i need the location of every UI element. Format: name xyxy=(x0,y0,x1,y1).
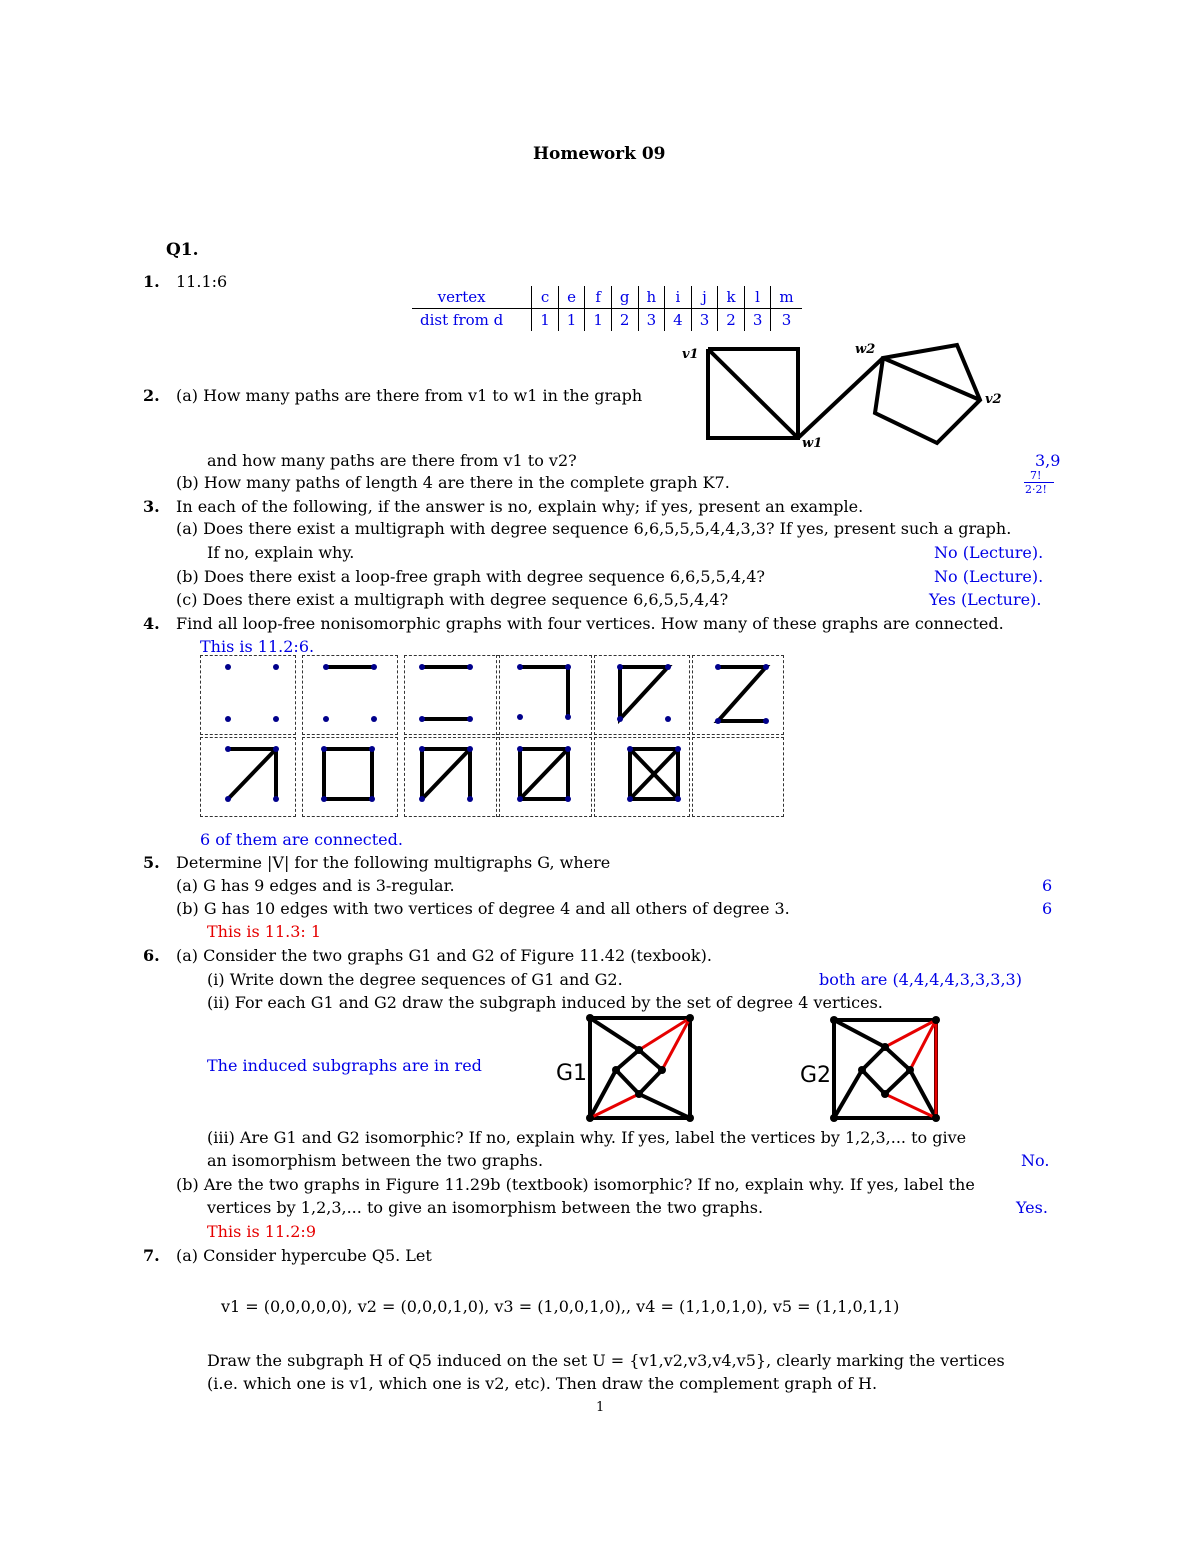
q2-number: 2. xyxy=(143,386,160,405)
q5-text: Determine |V| for the following multigraphs G, where xyxy=(176,853,611,872)
q7-vectors: v1 = (0,0,0,0,0), v2 = (0,0,0,1,0), v3 = (1,0,0,1,0),, v4 = (1,1,0,1,0), v5 = (1,1,0,1,1) xyxy=(221,1297,900,1316)
q4-text: Find all loop-free nonisomorphic graphs with four vertices. How many of these graphs are connected. xyxy=(176,614,1004,633)
section-heading: Q1. xyxy=(166,240,199,260)
q6-iii-answer: No. xyxy=(1021,1151,1050,1170)
q3-a-line2: If no, explain why. xyxy=(207,543,355,562)
q6-induced: The induced subgraphs are in red xyxy=(207,1056,482,1075)
q6-b-answer: Yes. xyxy=(1016,1198,1048,1217)
q2-a-line1: (a) How many paths are there from v1 to w1 in the graph xyxy=(176,386,643,405)
table-value: 3 xyxy=(744,309,771,332)
q2-a-line2: and how many paths are there from v1 to v2? xyxy=(207,451,577,470)
table-value: 4 xyxy=(665,309,692,332)
table-header: g xyxy=(611,286,638,309)
q7-number: 7. xyxy=(143,1246,160,1265)
table-header: h xyxy=(638,286,665,309)
distance-table xyxy=(412,286,802,331)
q3-a-line1: (a) Does there exist a multigraph with degree sequence 6,6,5,5,5,4,4,3,3? If yes, present such a graph. xyxy=(176,519,1012,538)
table-header: k xyxy=(718,286,745,309)
table-row1-label: vertex xyxy=(412,286,532,309)
page-title: Homework 09 xyxy=(533,144,666,164)
q5-a-answer: 6 xyxy=(1042,876,1053,895)
q6-ii: (ii) For each G1 and G2 draw the subgraph induced by the set of degree 4 vertices. xyxy=(207,993,883,1012)
q2-b-answer-num: 7! xyxy=(1030,469,1042,482)
q5-b: (b) G has 10 edges with two vertices of degree 4 and all others of degree 3. xyxy=(176,899,790,918)
table-value: 3 xyxy=(771,309,802,332)
table-value: 1 xyxy=(532,309,559,332)
label-g2: G2 xyxy=(800,1063,832,1088)
table-header: m xyxy=(771,286,802,309)
table-value: 1 xyxy=(558,309,585,332)
q5-ref: This is 11.3: 1 xyxy=(207,922,322,941)
q3-c: (c) Does there exist a multigraph with degree sequence 6,6,5,5,4,4? xyxy=(176,590,729,609)
q6-iii-line1: (iii) Are G1 and G2 isomorphic? If no, explain why. If yes, label the vertices by 1,2,3,... to give xyxy=(207,1128,967,1147)
q6-b-line1: (b) Are the two graphs in Figure 11.29b (textbook) isomorphic? If no, explain why. If yes, label the xyxy=(176,1175,975,1194)
table-header: e xyxy=(558,286,585,309)
q4-answer: 6 of them are connected. xyxy=(200,830,403,849)
table-value: 2 xyxy=(718,309,745,332)
figure-g1-g2 xyxy=(550,1012,950,1122)
q6-iii-line2: an isomorphism between the two graphs. xyxy=(207,1151,544,1170)
q6-i-answer: both are (4,4,4,4,3,3,3,3) xyxy=(819,970,1022,989)
label-w2: w2 xyxy=(855,342,876,357)
q2-graph xyxy=(670,335,1030,455)
q5-b-answer: 6 xyxy=(1042,899,1053,918)
page-number: 1 xyxy=(596,1400,605,1415)
q3-c-answer: Yes (Lecture). xyxy=(929,590,1042,609)
q3-b: (b) Does there exist a loop-free graph with degree sequence 6,6,5,5,4,4? xyxy=(176,567,765,586)
label-g1: G1 xyxy=(556,1061,588,1086)
q3-b-answer: No (Lecture). xyxy=(934,567,1044,586)
label-v2: v2 xyxy=(985,392,1002,407)
table-value: 2 xyxy=(611,309,638,332)
q3-number: 3. xyxy=(143,497,160,516)
table-value: 3 xyxy=(691,309,718,332)
table-value: 1 xyxy=(585,309,612,332)
q7-draw-line2: (i.e. which one is v1, which one is v2, etc). Then draw the complement graph of H. xyxy=(207,1374,878,1393)
table-header: f xyxy=(585,286,612,309)
table-header: i xyxy=(665,286,692,309)
q7-draw-line1: Draw the subgraph H of Q5 induced on the set U = {v1,v2,v3,v4,v5}, clearly marking the vertices xyxy=(207,1351,1005,1370)
q7-a: (a) Consider hypercube Q5. Let xyxy=(176,1246,432,1265)
q5-a: (a) G has 9 edges and is 3-regular. xyxy=(176,876,455,895)
q2-a-answer: 3,9 xyxy=(1035,451,1061,470)
q2-b: (b) How many paths of length 4 are there in the complete graph K7. xyxy=(176,473,730,492)
q5-number: 5. xyxy=(143,853,160,872)
q6-a: (a) Consider the two graphs G1 and G2 of Figure 11.42 (texbook). xyxy=(176,946,712,965)
graph-grid xyxy=(200,655,784,817)
q2-b-answer-den: 2·2! xyxy=(1025,483,1047,496)
table-row2-label: dist from d xyxy=(420,311,504,329)
table-header: c xyxy=(532,286,559,309)
q3-intro: In each of the following, if the answer is no, explain why; if yes, present an example. xyxy=(176,497,864,516)
q6-b-line2: vertices by 1,2,3,... to give an isomorphism between the two graphs. xyxy=(207,1198,764,1217)
four-vertex-graphs xyxy=(200,655,784,817)
table-value: 3 xyxy=(638,309,665,332)
label-v1: v1 xyxy=(682,347,699,362)
q3-a-answer: No (Lecture). xyxy=(934,543,1044,562)
label-w1: w1 xyxy=(802,436,823,451)
q4-number: 4. xyxy=(143,614,160,633)
q6-ref: This is 11.2:9 xyxy=(207,1222,316,1241)
table-header: j xyxy=(691,286,718,309)
q1-text: 11.1:6 xyxy=(176,272,228,291)
q6-number: 6. xyxy=(143,946,160,965)
table-header: l xyxy=(744,286,771,309)
q1-number: 1. xyxy=(143,272,160,291)
q6-i: (i) Write down the degree sequences of G1 and G2. xyxy=(207,970,623,989)
q4-ref: This is 11.2:6. xyxy=(200,637,315,656)
